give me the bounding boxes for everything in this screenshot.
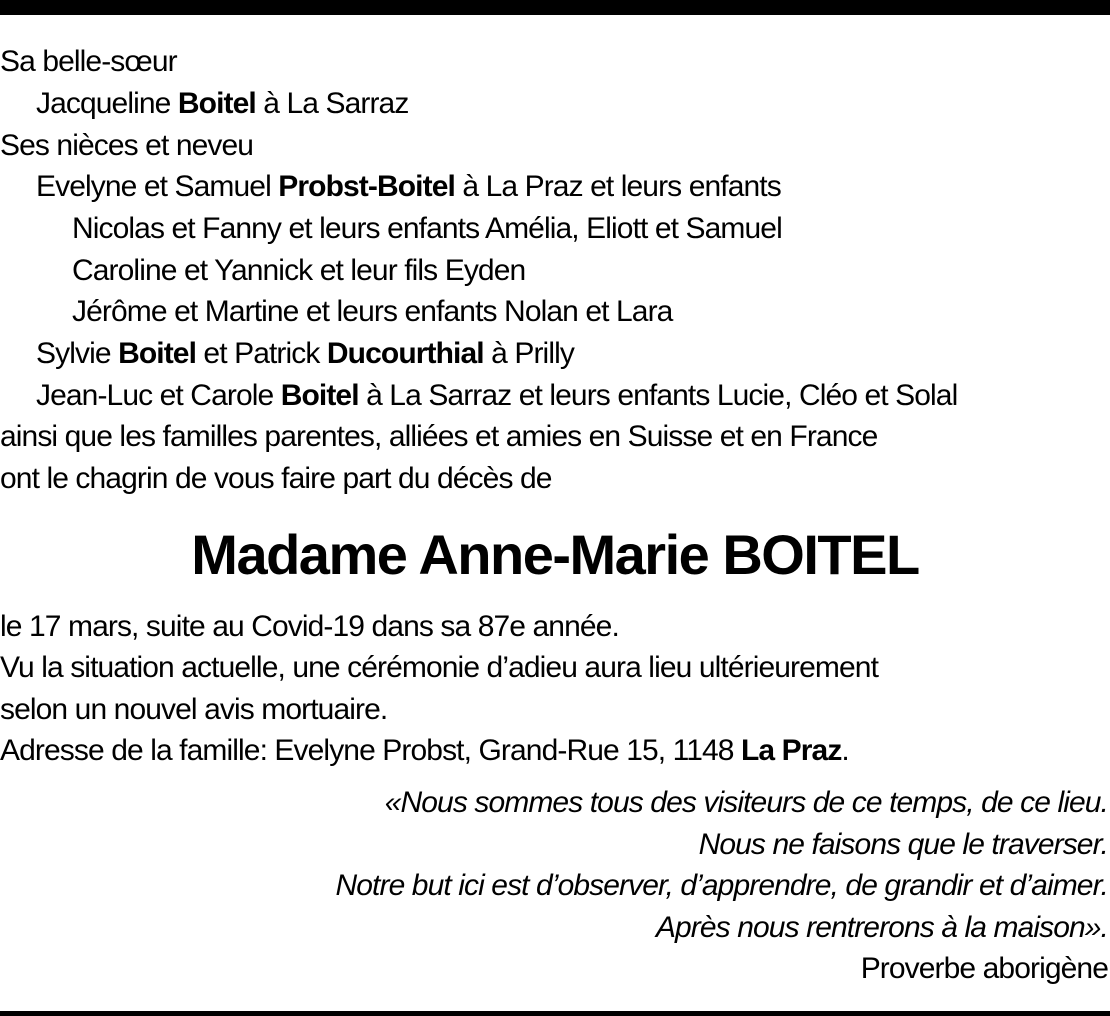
details-line-1 (0, 606, 1110, 648)
text: ont le chagrin de vous faire part du décès de (0, 462, 552, 495)
text: Jacqueline (36, 87, 178, 120)
text: Ses nièces et neveu (0, 129, 254, 162)
text: Evelyne et Samuel (36, 170, 279, 203)
text: à La Sarraz et leurs enfants Lucie, Cléo et Solal (358, 379, 958, 412)
family-line-2 (36, 83, 1110, 125)
text: Jérôme et Martine et leurs enfants Nolan et Lara (72, 295, 673, 328)
text: Nicolas et Fanny et leurs enfants Amélia, Eliott et Samuel (72, 212, 782, 245)
surname: Probst-Boitel (278, 170, 455, 203)
quote-line-3: Notre but ici est d’observer, d’apprendre, de grandir et d’aimer. (335, 869, 1108, 902)
family-line-6 (72, 250, 1110, 292)
text: Caroline et Yannick et leur fils Eyden (72, 254, 526, 287)
family-address (0, 730, 1110, 772)
surname: Boitel (280, 379, 359, 412)
details-line-2 (0, 647, 1110, 689)
surname: Boitel (118, 337, 196, 370)
family-line-10 (0, 416, 1110, 458)
text: Sylvie (36, 337, 119, 370)
text: Vu la situation actuelle, une cérémonie d’adieu aura lieu ultérieurement (0, 651, 879, 684)
text: le 17 mars, suite au Covid-19 dans sa 87e année. (0, 610, 619, 643)
bottom-rule (0, 1011, 1110, 1016)
text: à Prilly (483, 337, 574, 370)
surname: Ducourthial (326, 337, 484, 370)
text: . (841, 734, 849, 767)
locality: La Praz (741, 734, 842, 767)
text: et Patrick (196, 337, 327, 370)
family-line-9 (36, 375, 1110, 417)
top-rule (0, 0, 1110, 15)
family-line-4 (36, 166, 1110, 208)
text: à La Praz et leurs enfants (454, 170, 781, 203)
text: Jean-Luc et Carole (36, 379, 281, 412)
quote-line-2: Nous ne faisons que le traverser. (698, 828, 1108, 861)
family-line-1 (0, 41, 1110, 83)
surname: Boitel (177, 87, 256, 120)
quote-line-4: Après nous rentrerons à la maison». (655, 911, 1108, 944)
family-line-11 (0, 458, 1110, 500)
family-line-8 (36, 333, 1110, 375)
family-line-5 (72, 208, 1110, 250)
family-line-7 (72, 291, 1110, 333)
details-line-3 (0, 689, 1110, 731)
quote-attribution: Proverbe aborigène (860, 952, 1108, 985)
deceased-name: Madame Anne-Marie BOITEL (191, 523, 919, 586)
text: Adresse de la famille: Evelyne Probst, Grand-Rue 15, 1148 (0, 734, 741, 767)
family-line-3 (0, 125, 1110, 167)
quote-line-1: «Nous sommes tous des visiteurs de ce temps, de ce lieu. (384, 786, 1108, 819)
text: Sa belle-sœur (0, 45, 177, 78)
text: selon un nouvel avis mortuaire. (0, 693, 388, 726)
text: ainsi que les familles parentes, alliées et amies en Suisse et en France (0, 420, 878, 453)
text: à La Sarraz (255, 87, 409, 120)
